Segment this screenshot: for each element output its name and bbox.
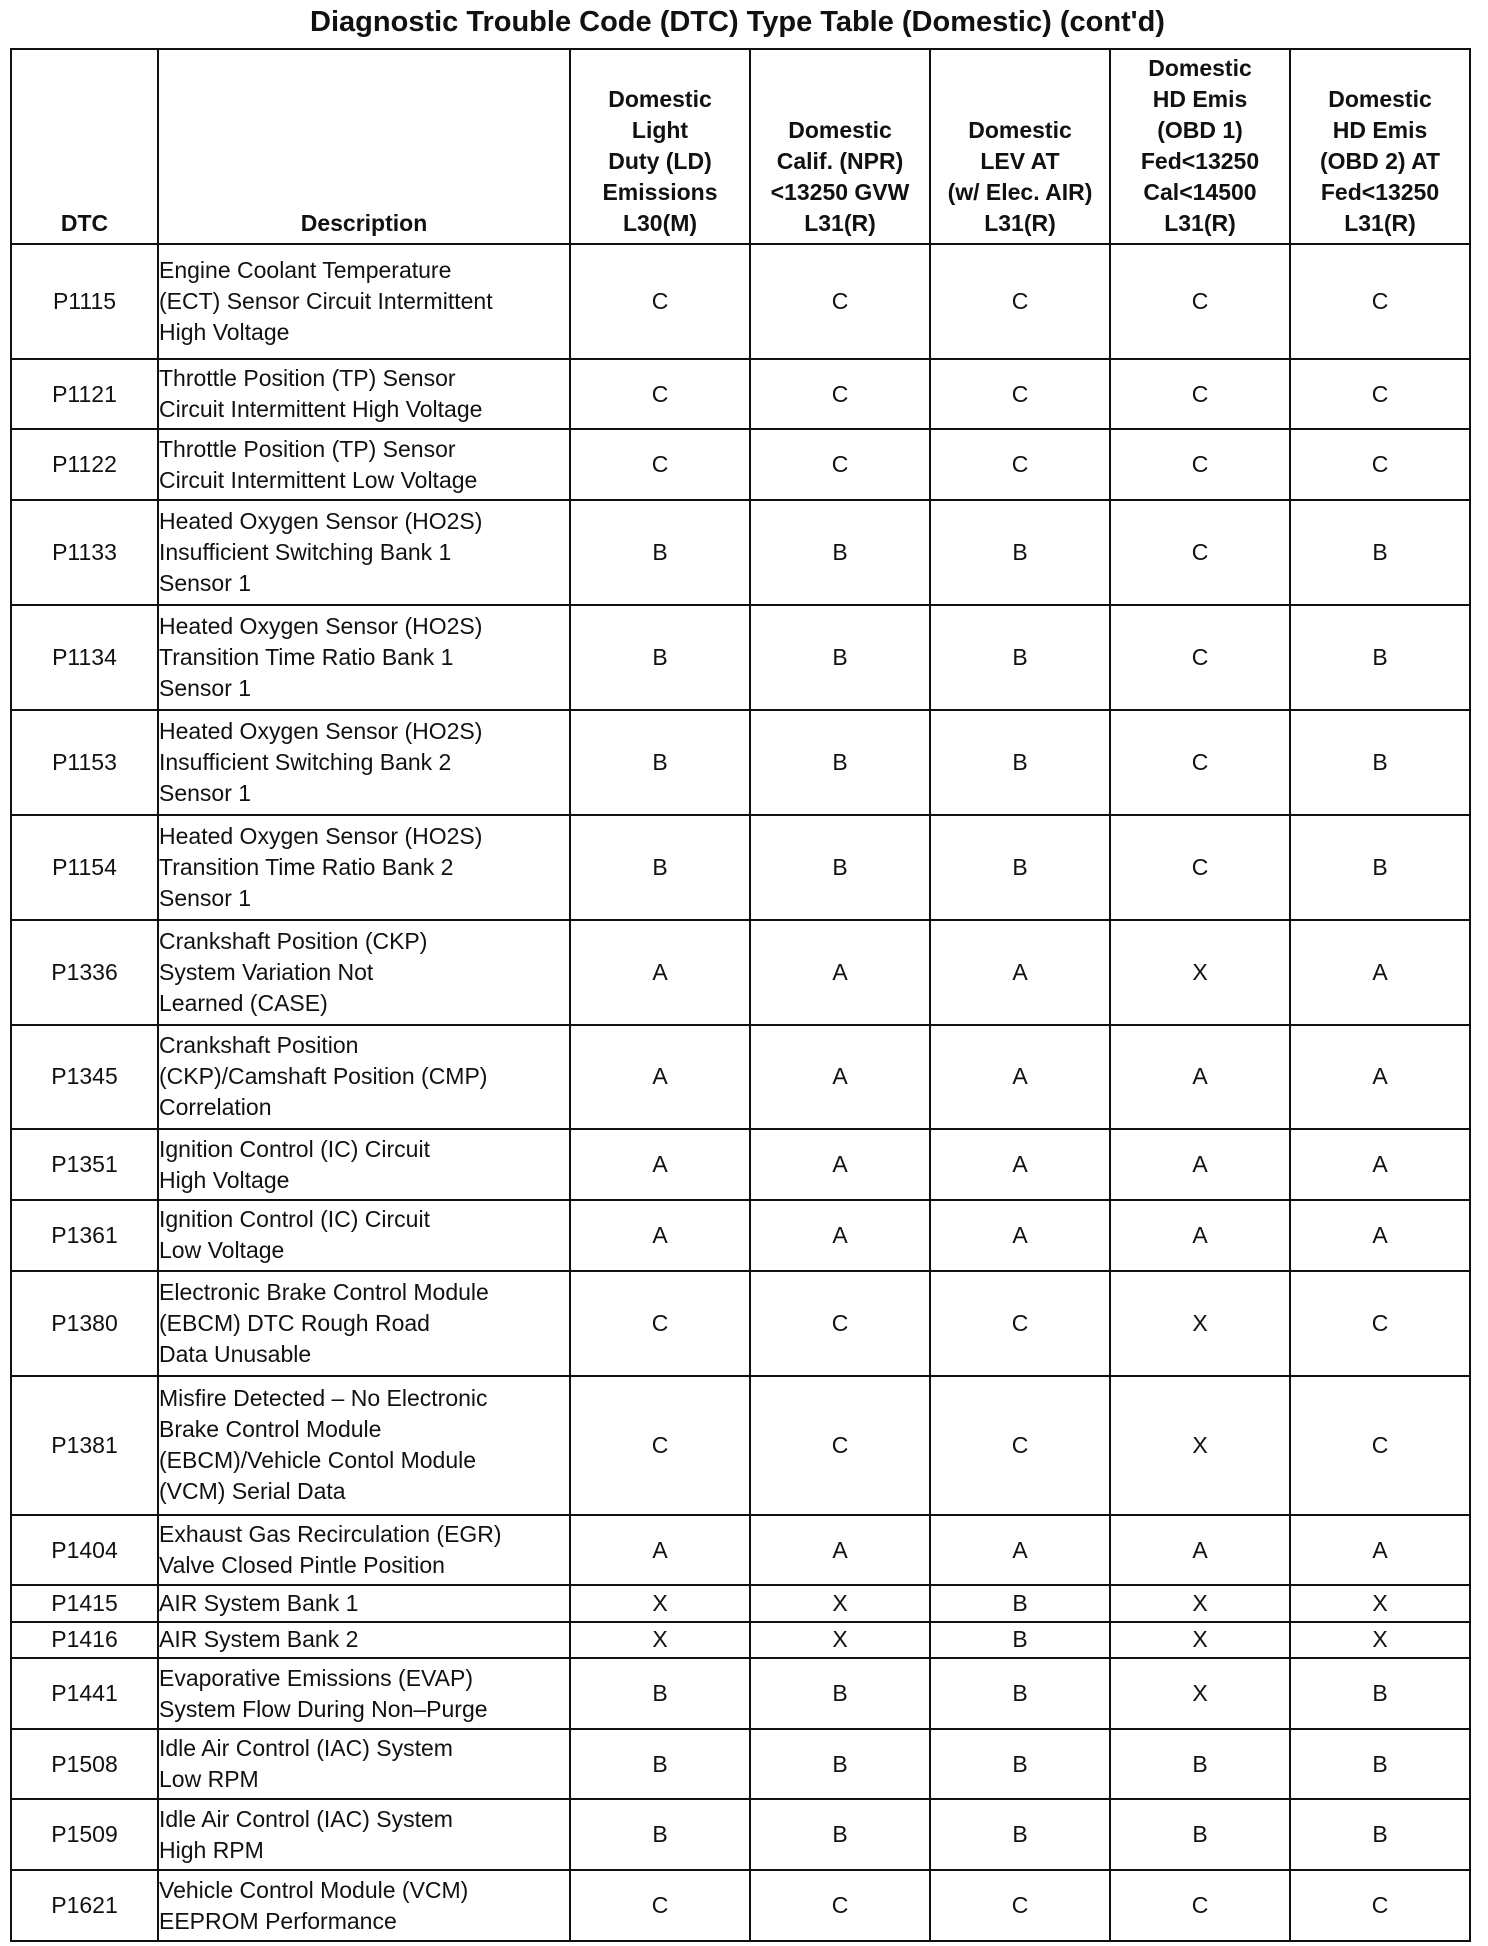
table-row: [11, 1799, 1470, 1870]
type-domestic-hd-obd1: X: [1110, 1376, 1290, 1515]
type-domestic-hd-obd2: X: [1290, 1622, 1470, 1658]
type-domestic-hd-obd1: A: [1110, 1025, 1290, 1130]
table-row: [11, 1515, 1470, 1586]
type-domestic-calif: A: [750, 920, 930, 1025]
type-domestic-calif: A: [750, 1025, 930, 1130]
type-domestic-calif: B: [750, 1799, 930, 1870]
type-domestic-lev: A: [930, 1025, 1110, 1130]
type-domestic-hd-obd1: C: [1110, 1870, 1290, 1941]
type-domestic-hd-obd2: B: [1290, 605, 1470, 710]
type-domestic-ld: B: [570, 710, 750, 815]
type-domestic-hd-obd1: A: [1110, 1129, 1290, 1200]
type-domestic-hd-obd2: C: [1290, 1870, 1470, 1941]
page-title: Diagnostic Trouble Code (DTC) Type Table (Domestic) (cont'd): [310, 6, 1165, 38]
type-domestic-ld: C: [570, 244, 750, 359]
type-domestic-hd-obd1: A: [1110, 1515, 1290, 1586]
type-domestic-calif: B: [750, 1658, 930, 1729]
table-row: [11, 1585, 1470, 1621]
type-domestic-lev: B: [930, 1799, 1110, 1870]
type-domestic-lev: B: [930, 605, 1110, 710]
type-domestic-lev: C: [930, 1870, 1110, 1941]
dtc-code: P1351: [11, 1129, 158, 1200]
type-domestic-lev: B: [930, 815, 1110, 920]
type-domestic-hd-obd1: C: [1110, 605, 1290, 710]
type-domestic-calif: C: [750, 429, 930, 500]
type-domestic-ld: A: [570, 1515, 750, 1586]
type-domestic-hd-obd2: B: [1290, 1729, 1470, 1800]
dtc-code: P1380: [11, 1271, 158, 1376]
type-domestic-ld: X: [570, 1622, 750, 1658]
dtc-code: P1153: [11, 710, 158, 815]
type-domestic-ld: A: [570, 1025, 750, 1130]
type-domestic-ld: B: [570, 815, 750, 920]
type-domestic-lev: A: [930, 1200, 1110, 1271]
dtc-description: Idle Air Control (IAC) System High RPM: [158, 1799, 570, 1870]
type-domestic-ld: C: [570, 359, 750, 430]
type-domestic-ld: A: [570, 1129, 750, 1200]
header-dtc: DTC: [11, 49, 158, 244]
dtc-code: P1361: [11, 1200, 158, 1271]
dtc-description: Heated Oxygen Sensor (HO2S) Insufficient Switching Bank 2 Sensor 1: [158, 710, 570, 815]
type-domestic-hd-obd1: C: [1110, 500, 1290, 605]
dtc-code: P1416: [11, 1622, 158, 1658]
type-domestic-hd-obd2: C: [1290, 244, 1470, 359]
type-domestic-hd-obd2: A: [1290, 1129, 1470, 1200]
dtc-code: P1121: [11, 359, 158, 430]
type-domestic-ld: X: [570, 1585, 750, 1621]
type-domestic-lev: C: [930, 429, 1110, 500]
type-domestic-lev: B: [930, 500, 1110, 605]
dtc-code: P1122: [11, 429, 158, 500]
dtc-description: Ignition Control (IC) Circuit Low Voltage: [158, 1200, 570, 1271]
type-domestic-hd-obd2: C: [1290, 1376, 1470, 1515]
table-row: [11, 1025, 1470, 1130]
type-domestic-hd-obd1: C: [1110, 359, 1290, 430]
table-row: [11, 815, 1470, 920]
header-domestic-calif: Domestic Calif. (NPR) <13250 GVW L31(R): [750, 49, 930, 244]
table-row: [11, 1870, 1470, 1941]
dtc-code: P1441: [11, 1658, 158, 1729]
header-description: Description: [158, 49, 570, 244]
dtc-description: AIR System Bank 2: [158, 1622, 570, 1658]
type-domestic-calif: C: [750, 1271, 930, 1376]
type-domestic-hd-obd2: X: [1290, 1585, 1470, 1621]
dtc-description: Engine Coolant Temperature (ECT) Sensor Circuit Intermittent High Voltage: [158, 244, 570, 359]
table-row: [11, 1729, 1470, 1800]
dtc-description: Electronic Brake Control Module (EBCM) DTC Rough Road Data Unusable: [158, 1271, 570, 1376]
table-row: [11, 1271, 1470, 1376]
type-domestic-ld: C: [570, 429, 750, 500]
header-domestic-lev: Domestic LEV AT (w/ Elec. AIR) L31(R): [930, 49, 1110, 244]
type-domestic-hd-obd2: A: [1290, 920, 1470, 1025]
dtc-code: P1154: [11, 815, 158, 920]
table-row: [11, 1129, 1470, 1200]
type-domestic-hd-obd1: X: [1110, 1585, 1290, 1621]
dtc-description: Crankshaft Position (CKP) System Variation Not Learned (CASE): [158, 920, 570, 1025]
type-domestic-calif: C: [750, 1376, 930, 1515]
type-domestic-hd-obd1: A: [1110, 1200, 1290, 1271]
header-domestic-ld: Domestic Light Duty (LD) Emissions L30(M): [570, 49, 750, 244]
type-domestic-calif: B: [750, 605, 930, 710]
type-domestic-hd-obd1: X: [1110, 920, 1290, 1025]
type-domestic-calif: B: [750, 1729, 930, 1800]
type-domestic-calif: A: [750, 1129, 930, 1200]
dtc-code: P1115: [11, 244, 158, 359]
type-domestic-ld: A: [570, 1200, 750, 1271]
type-domestic-hd-obd2: B: [1290, 1799, 1470, 1870]
type-domestic-lev: C: [930, 1376, 1110, 1515]
type-domestic-calif: X: [750, 1622, 930, 1658]
table-row: [11, 244, 1470, 359]
dtc-description: Vehicle Control Module (VCM) EEPROM Performance: [158, 1870, 570, 1941]
type-domestic-hd-obd1: B: [1110, 1799, 1290, 1870]
table-row: [11, 1658, 1470, 1729]
type-domestic-lev: B: [930, 1729, 1110, 1800]
type-domestic-hd-obd1: X: [1110, 1622, 1290, 1658]
dtc-code: P1345: [11, 1025, 158, 1130]
type-domestic-ld: B: [570, 500, 750, 605]
dtc-code: P1509: [11, 1799, 158, 1870]
header-domestic-hd-obd2: Domestic HD Emis (OBD 2) AT Fed<13250 L31(R): [1290, 49, 1470, 244]
table-row: [11, 359, 1470, 430]
dtc-description: Heated Oxygen Sensor (HO2S) Transition Time Ratio Bank 1 Sensor 1: [158, 605, 570, 710]
dtc-description: AIR System Bank 1: [158, 1585, 570, 1621]
type-domestic-lev: A: [930, 1129, 1110, 1200]
type-domestic-hd-obd2: A: [1290, 1515, 1470, 1586]
dtc-code: P1134: [11, 605, 158, 710]
type-domestic-lev: C: [930, 244, 1110, 359]
header-row: [11, 49, 1470, 244]
dtc-description: Heated Oxygen Sensor (HO2S) Transition Time Ratio Bank 2 Sensor 1: [158, 815, 570, 920]
type-domestic-hd-obd1: C: [1110, 429, 1290, 500]
type-domestic-lev: C: [930, 359, 1110, 430]
type-domestic-hd-obd1: X: [1110, 1271, 1290, 1376]
type-domestic-hd-obd2: B: [1290, 1658, 1470, 1729]
table-row: [11, 429, 1470, 500]
table-row: [11, 920, 1470, 1025]
dtc-description: Misfire Detected – No Electronic Brake Control Module (EBCM)/Vehicle Contol Module (VCM) Serial Data: [158, 1376, 570, 1515]
type-domestic-hd-obd2: B: [1290, 815, 1470, 920]
type-domestic-calif: A: [750, 1200, 930, 1271]
table-row: [11, 710, 1470, 815]
type-domestic-calif: C: [750, 244, 930, 359]
dtc-description: Heated Oxygen Sensor (HO2S) Insufficient Switching Bank 1 Sensor 1: [158, 500, 570, 605]
type-domestic-hd-obd2: A: [1290, 1200, 1470, 1271]
type-domestic-hd-obd1: X: [1110, 1658, 1290, 1729]
dtc-code: P1621: [11, 1870, 158, 1941]
type-domestic-hd-obd2: B: [1290, 710, 1470, 815]
type-domestic-hd-obd2: B: [1290, 500, 1470, 605]
dtc-description: Exhaust Gas Recirculation (EGR) Valve Closed Pintle Position: [158, 1515, 570, 1586]
type-domestic-ld: A: [570, 920, 750, 1025]
type-domestic-ld: B: [570, 1658, 750, 1729]
type-domestic-calif: X: [750, 1585, 930, 1621]
type-domestic-hd-obd1: C: [1110, 244, 1290, 359]
type-domestic-hd-obd2: C: [1290, 429, 1470, 500]
dtc-code: P1336: [11, 920, 158, 1025]
dtc-description: Ignition Control (IC) Circuit High Voltage: [158, 1129, 570, 1200]
type-domestic-hd-obd2: C: [1290, 1271, 1470, 1376]
dtc-description: Idle Air Control (IAC) System Low RPM: [158, 1729, 570, 1800]
dtc-description: Evaporative Emissions (EVAP) System Flow During Non–Purge: [158, 1658, 570, 1729]
type-domestic-calif: A: [750, 1515, 930, 1586]
dtc-description: Crankshaft Position (CKP)/Camshaft Position (CMP) Correlation: [158, 1025, 570, 1130]
type-domestic-calif: B: [750, 815, 930, 920]
dtc-code: P1508: [11, 1729, 158, 1800]
type-domestic-ld: B: [570, 605, 750, 710]
dtc-code: P1381: [11, 1376, 158, 1515]
table-row: [11, 1376, 1470, 1515]
type-domestic-calif: C: [750, 1870, 930, 1941]
type-domestic-lev: C: [930, 1271, 1110, 1376]
table-row: [11, 500, 1470, 605]
table-row: [11, 1622, 1470, 1658]
type-domestic-ld: C: [570, 1376, 750, 1515]
type-domestic-hd-obd2: A: [1290, 1025, 1470, 1130]
type-domestic-calif: C: [750, 359, 930, 430]
dtc-code: P1404: [11, 1515, 158, 1586]
header-domestic-hd-obd1: Domestic HD Emis (OBD 1) Fed<13250 Cal<14500 L31(R): [1110, 49, 1290, 244]
type-domestic-lev: B: [930, 1622, 1110, 1658]
table-row: [11, 605, 1470, 710]
dtc-description: Throttle Position (TP) Sensor Circuit Intermittent High Voltage: [158, 359, 570, 430]
dtc-type-table: [10, 48, 1471, 1942]
type-domestic-calif: B: [750, 710, 930, 815]
type-domestic-ld: C: [570, 1870, 750, 1941]
type-domestic-lev: B: [930, 1585, 1110, 1621]
dtc-code: P1133: [11, 500, 158, 605]
type-domestic-ld: B: [570, 1729, 750, 1800]
type-domestic-ld: B: [570, 1799, 750, 1870]
dtc-description: Throttle Position (TP) Sensor Circuit Intermittent Low Voltage: [158, 429, 570, 500]
type-domestic-lev: A: [930, 1515, 1110, 1586]
type-domestic-lev: B: [930, 710, 1110, 815]
type-domestic-hd-obd1: B: [1110, 1729, 1290, 1800]
type-domestic-lev: B: [930, 1658, 1110, 1729]
type-domestic-hd-obd2: C: [1290, 359, 1470, 430]
type-domestic-hd-obd1: C: [1110, 710, 1290, 815]
type-domestic-ld: C: [570, 1271, 750, 1376]
dtc-code: P1415: [11, 1585, 158, 1621]
type-domestic-lev: A: [930, 920, 1110, 1025]
type-domestic-hd-obd1: C: [1110, 815, 1290, 920]
table-row: [11, 1200, 1470, 1271]
type-domestic-calif: B: [750, 500, 930, 605]
